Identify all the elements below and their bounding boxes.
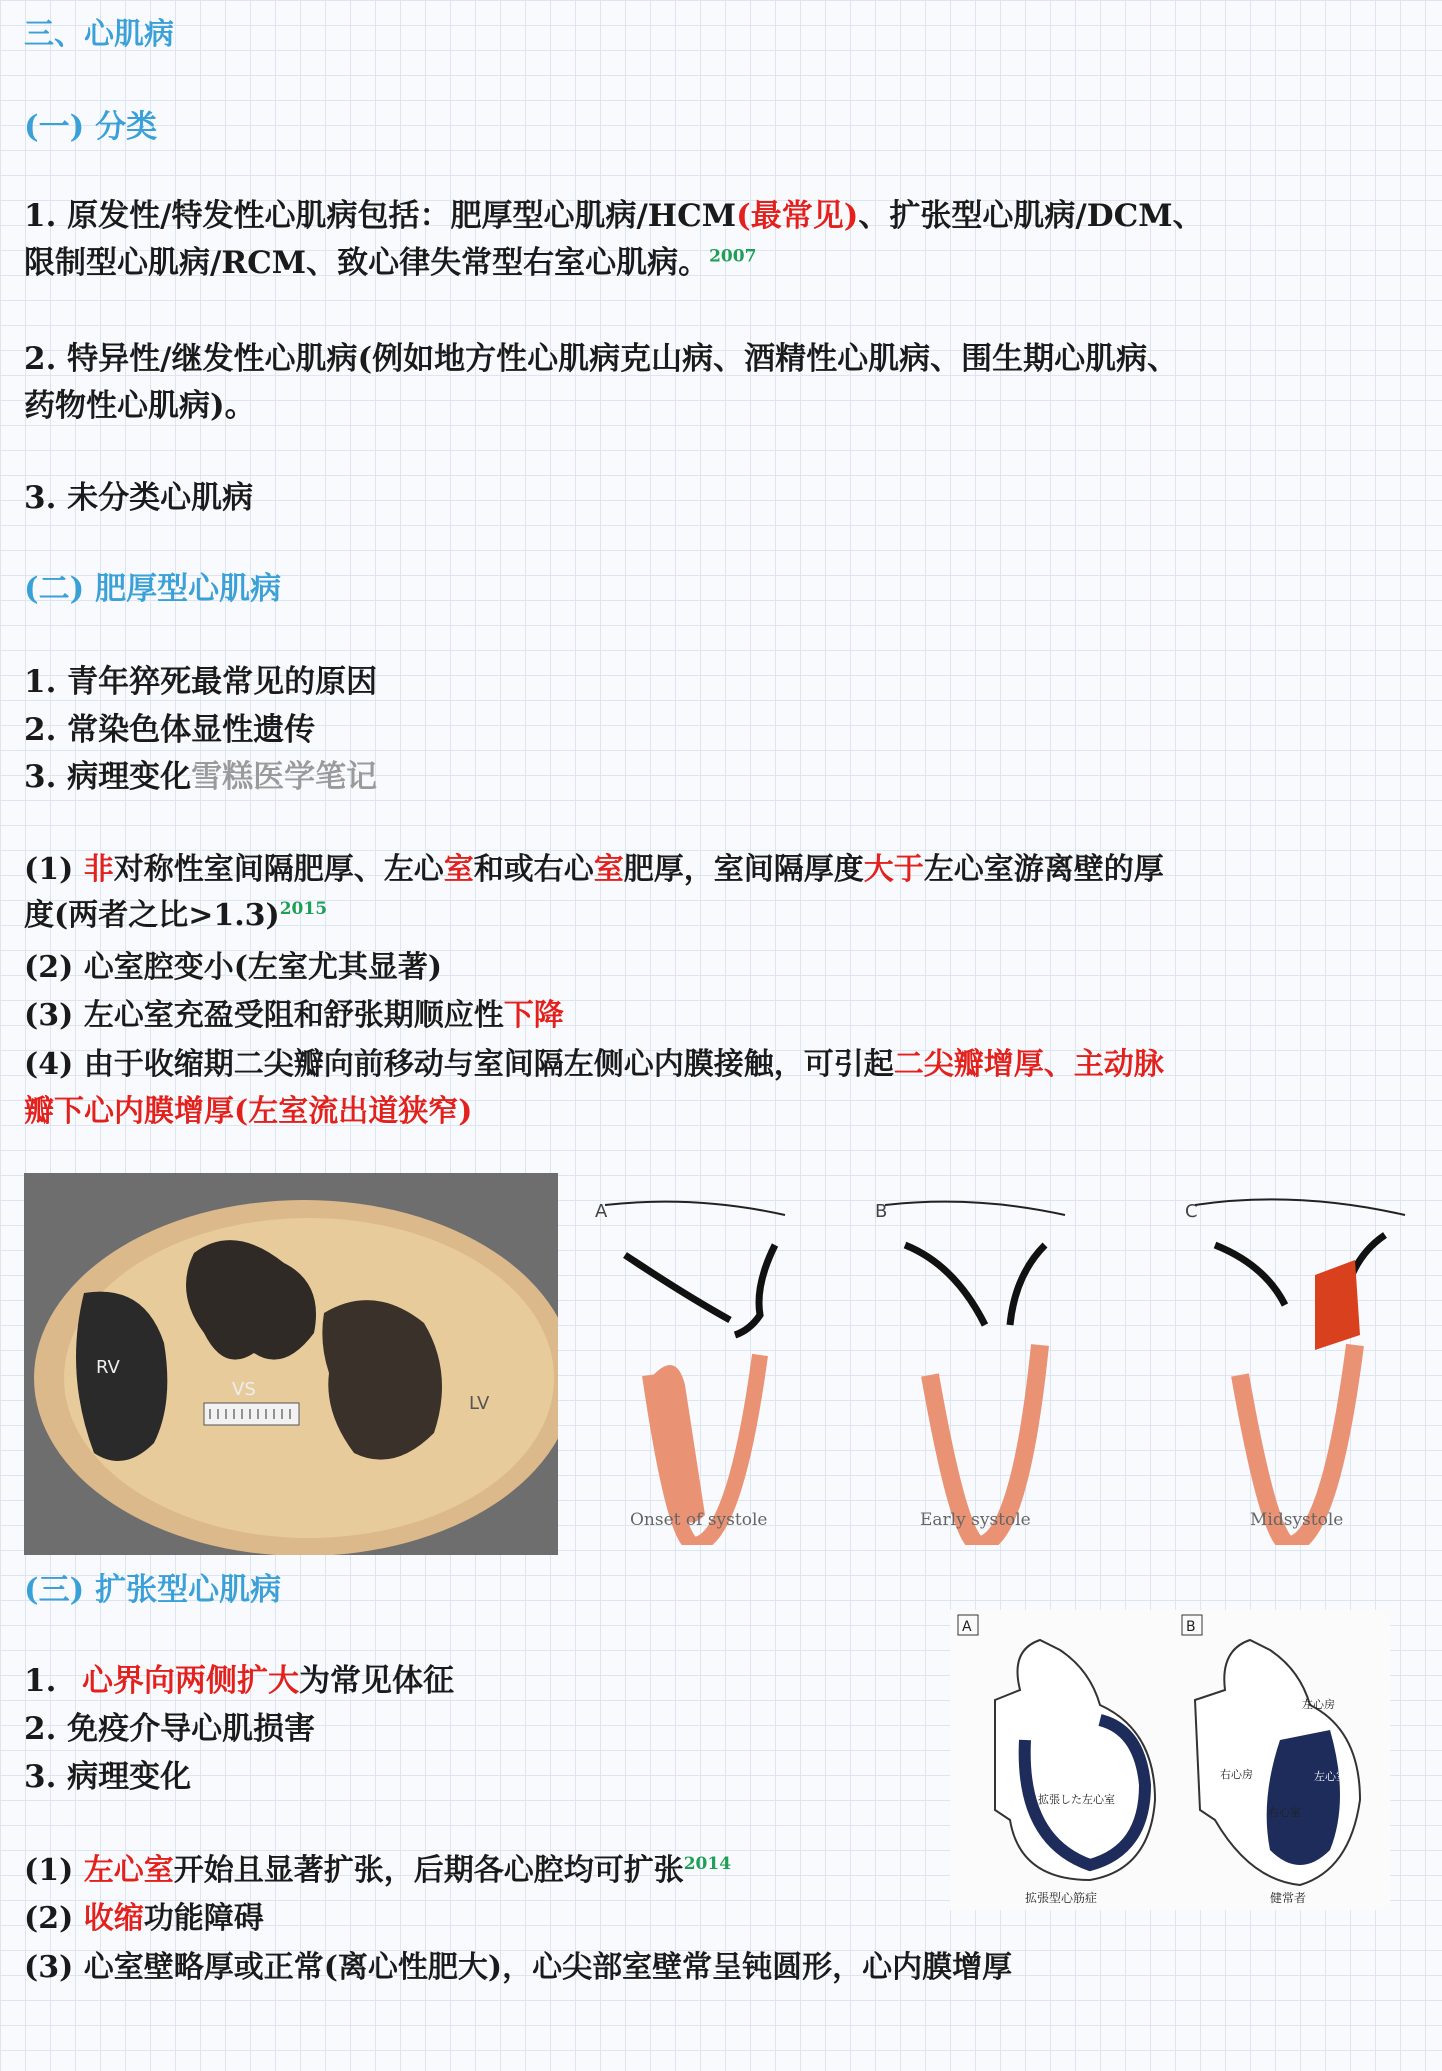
hcm-pathology-4-line2: 瓣下心内膜增厚(左室流出道狭窄) <box>24 1094 473 1129</box>
section-title: 三、心肌病 <box>24 17 174 52</box>
dcm-p1-text: 开始且显著扩张，后期各心腔均可扩张 <box>173 1853 684 1888</box>
p3-text: (3) 左心室充盈受阻和舒张期顺应性 <box>24 998 504 1033</box>
exam-year-badge: 2015 <box>279 899 328 919</box>
dcm-item-1-text: 为常见体征 <box>299 1663 454 1699</box>
svg-text:健常者: 健常者 <box>1270 1891 1307 1905</box>
svg-text:Midsystole: Midsystole <box>1250 1510 1344 1530</box>
watermark-text: 雪糕医学笔记 <box>191 759 378 795</box>
exam-year-badge: 2014 <box>683 1854 732 1874</box>
dcm-p1-red: 左心室 <box>83 1853 174 1888</box>
hcm-pathology-2: (2) 心室腔变小(左室尤其显著) <box>24 950 443 985</box>
panel-c <box>1185 1199 1405 1545</box>
p1-prefix: (1) <box>24 852 84 887</box>
dcm-p2-prefix: (2) <box>24 1901 84 1936</box>
dcm-item-3: 3. 病理变化 <box>24 1759 192 1795</box>
subsection-title-classification: (一) 分类 <box>24 109 158 145</box>
classification-item-2: 2. 特异性/继发性心肌病(例如地方性心肌病克山病、酒精性心肌病、围生期心肌病、 <box>24 341 1179 377</box>
p1-text-e: 左心室游离壁的厚 <box>923 852 1164 887</box>
svg-text:拡張した左心室: 拡張した左心室 <box>1038 1793 1115 1806</box>
classification-item-1-line2 <box>24 240 756 286</box>
p1-red-2: 室 <box>443 852 474 887</box>
hcm-item-1: 1. 青年猝死最常见的原因 <box>24 664 378 700</box>
p1-text-b: 对称性室间隔肥厚、左心 <box>113 852 444 887</box>
dcm-item-1 <box>24 1658 454 1704</box>
panel-b <box>875 1201 1065 1545</box>
hcm-pathology-1 <box>24 847 1164 893</box>
dcm-p1-prefix: (1) <box>24 1853 84 1888</box>
classification-item-1-text-b: 、扩张型心肌病/DCM、 <box>858 198 1204 234</box>
most-common-highlight: (最常见) <box>736 198 859 234</box>
svg-text:Early systole: Early systole <box>920 1510 1031 1530</box>
subsection-title-dcm: (三) 扩张型心肌病 <box>24 1572 282 1608</box>
dcm-p2-red: 收缩 <box>83 1901 144 1936</box>
dcm-heart-diagram <box>950 1610 1390 1910</box>
rv-label: RV <box>96 1357 120 1378</box>
classification-item-2-line2: 药物性心肌病)。 <box>24 388 256 424</box>
hcm-pathology-4 <box>24 1042 1164 1088</box>
hcm-pathology-1-line2 <box>24 893 327 939</box>
sam-diagram <box>585 1185 1430 1545</box>
dcm-item-2: 2. 免疫介导心肌损害 <box>24 1711 316 1747</box>
hcm-item-2: 2. 常染色体显性遗传 <box>24 712 316 748</box>
svg-text:A: A <box>962 1619 972 1635</box>
exam-year-badge: 2007 <box>709 246 757 267</box>
hcm-pathology-3 <box>24 993 564 1039</box>
p1-red-3: 室 <box>593 852 624 887</box>
p1-line2: 度(两者之比>1.3) <box>24 898 280 933</box>
hcm-item-3-text: 3. 病理变化 <box>24 759 192 795</box>
classification-item-1-text: 1. 原发性/特发性心肌病包括：肥厚型心肌病/HCM <box>24 198 737 234</box>
svg-text:B: B <box>1186 1619 1196 1635</box>
panel-a <box>595 1201 785 1545</box>
p4-text: (4) 由于收缩期二尖瓣向前移动与室间隔左侧心内膜接触，可引起 <box>24 1047 894 1082</box>
classification-item-1 <box>24 193 1204 239</box>
vs-label: VS <box>232 1379 256 1400</box>
dcm-pathology-3: (3) 心室壁略厚或正常(离心性肥大)，心尖部室壁常呈钝圆形，心内膜增厚 <box>24 1950 1013 1985</box>
p1-red-4: 大于 <box>863 852 924 887</box>
p1-text-c: 和或右心 <box>473 852 594 887</box>
hcm-item-3 <box>24 754 377 800</box>
dcm-pathology-2 <box>24 1896 264 1942</box>
svg-text:右心房: 右心房 <box>1220 1768 1253 1781</box>
heart-cross-section-photo <box>24 1173 558 1555</box>
dcm-p2-text: 功能障碍 <box>143 1901 264 1936</box>
svg-text:Onset of systole: Onset of systole <box>630 1510 768 1530</box>
svg-text:C: C <box>1185 1201 1198 1222</box>
svg-text:B: B <box>875 1201 888 1222</box>
svg-text:左心房: 左心房 <box>1302 1698 1335 1711</box>
p1-text-d: 肥厚，室间隔厚度 <box>623 852 864 887</box>
svg-text:右心室: 右心室 <box>1268 1806 1301 1819</box>
svg-text:拡張型心筋症: 拡張型心筋症 <box>1025 1891 1098 1905</box>
svg-text:左心室: 左心室 <box>1314 1770 1347 1783</box>
p4-red-1: 二尖瓣增厚、主动脉 <box>893 1047 1164 1082</box>
dcm-item-1-red: 心界向两侧扩大 <box>82 1663 299 1699</box>
classification-item-3: 3. 未分类心肌病 <box>24 480 254 516</box>
p3-red: 下降 <box>503 998 564 1033</box>
dcm-pathology-1 <box>24 1848 731 1894</box>
subsection-title-hcm: (二) 肥厚型心肌病 <box>24 571 282 607</box>
lv-label: LV <box>469 1393 490 1414</box>
dcm-item-1-num: 1. <box>24 1663 57 1699</box>
svg-text:A: A <box>595 1201 608 1222</box>
p1-red-1: 非 <box>83 852 114 887</box>
classification-item-1-line2-text: 限制型心肌病/RCM、致心律失常型右室心肌病。 <box>24 245 710 281</box>
